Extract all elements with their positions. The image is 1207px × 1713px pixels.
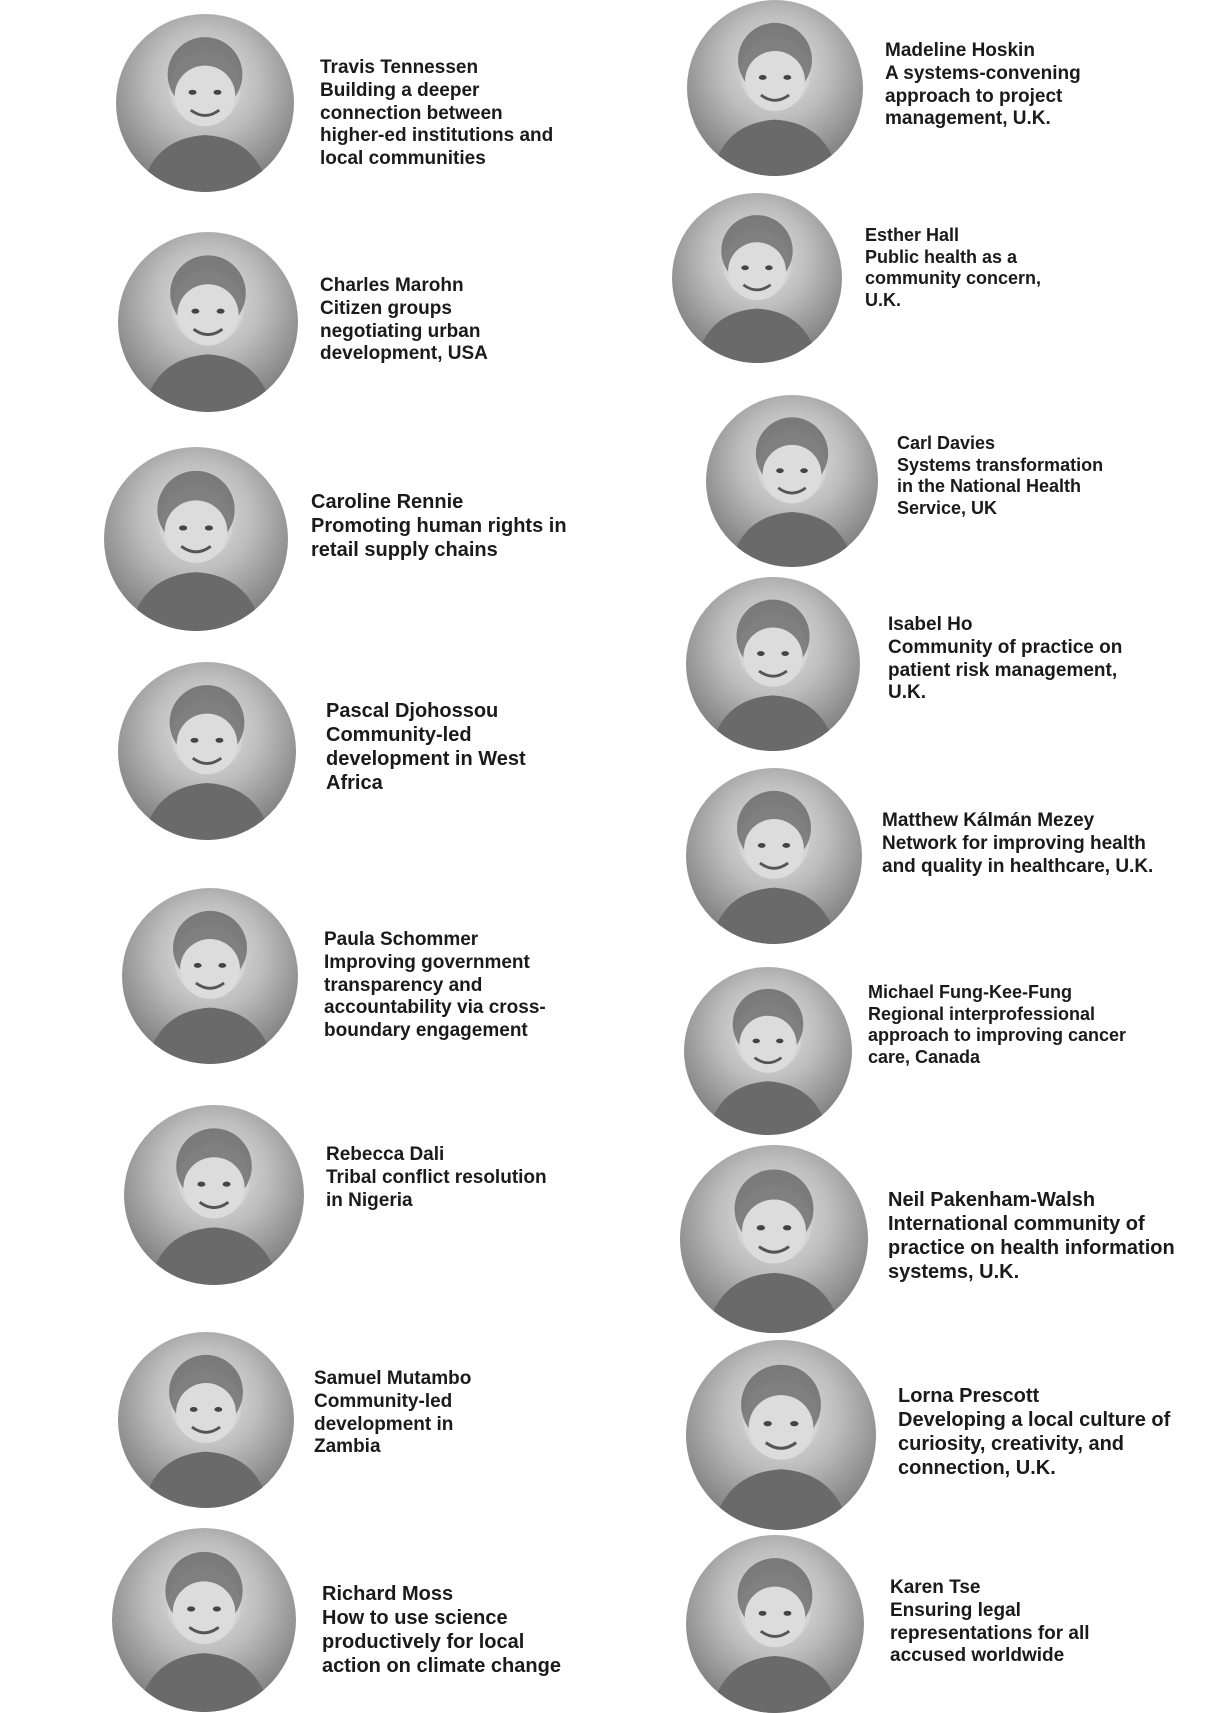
person-description: International community of practice on health information systems, U.K. — [888, 1213, 1175, 1283]
person-name: Madeline Hoskin — [885, 40, 1035, 61]
person-name: Esther Hall — [865, 225, 960, 245]
person-description: Public health as a community concern, U.K. — [865, 246, 1042, 310]
person-description: Regional interprofessional approach to improving cancer care, Canada — [868, 1003, 1127, 1067]
person-name: Karen Tse — [890, 1577, 981, 1598]
person-description: Developing a local culture of curiosity, creativity, and connection, U.K. — [898, 1409, 1171, 1479]
person-name: Lorna Prescott — [898, 1385, 1040, 1407]
portrait-photo — [116, 14, 294, 192]
person-description: How to use science productively for local action on climate change — [322, 1607, 561, 1677]
portrait-photo — [672, 193, 842, 363]
portrait-photo — [118, 662, 296, 840]
portrait-photo — [112, 1528, 296, 1712]
portrait-photo — [686, 1535, 864, 1713]
person-description: Building a deeper connection between higher-ed institutions and local communities — [320, 79, 554, 170]
person-description: Systems transformation in the National Health Service, UK — [897, 454, 1104, 518]
person-name: Paula Schommer — [324, 929, 479, 950]
person-name: Neil Pakenham-Walsh — [888, 1189, 1096, 1211]
portrait-photo — [686, 768, 862, 944]
person-name: Samuel Mutambo — [314, 1368, 472, 1389]
person-description: Community-led development in West Africa — [326, 724, 526, 794]
portrait-photo — [104, 447, 288, 631]
person-description: A systems-convening approach to project management, U.K. — [885, 62, 1081, 130]
person-name: Charles Marohn — [320, 275, 464, 296]
portrait-photo — [686, 1340, 876, 1530]
person-description: Network for improving health and quality in healthcare, U.K. — [882, 832, 1154, 877]
portrait-photo — [706, 395, 878, 567]
person-name: Isabel Ho — [888, 614, 973, 635]
portrait-photo — [687, 0, 863, 176]
person-description: Promoting human rights in retail supply chains — [311, 515, 567, 561]
portrait-photo — [122, 888, 298, 1064]
portrait-photo — [118, 232, 298, 412]
person-name: Rebecca Dali — [326, 1144, 445, 1165]
person-description: Improving government transparency and accountability via cross-boundary engagement — [324, 951, 546, 1042]
person-name: Travis Tennessen — [320, 57, 479, 78]
person-name: Matthew Kálmán Mezey — [882, 810, 1095, 831]
person-name: Michael Fung-Kee-Fung — [868, 982, 1072, 1002]
person-description: Community-led development in Zambia — [314, 1390, 454, 1458]
person-name: Richard Moss — [322, 1583, 454, 1605]
portrait-photo — [684, 967, 852, 1135]
person-name: Carl Davies — [897, 433, 996, 453]
person-description: Community of practice on patient risk management, U.K. — [888, 636, 1123, 704]
person-description: Ensuring legal representations for all accused worldwide — [890, 1599, 1090, 1667]
person-description: Tribal conflict resolution in Nigeria — [326, 1166, 547, 1211]
person-name: Pascal Djohossou — [326, 700, 499, 722]
person-description: Citizen groups negotiating urban development, USA — [320, 297, 488, 365]
portrait-photo — [686, 577, 860, 751]
portrait-photo — [118, 1332, 294, 1508]
person-name: Caroline Rennie — [311, 491, 464, 513]
portrait-photo — [124, 1105, 304, 1285]
portrait-photo — [680, 1145, 868, 1333]
